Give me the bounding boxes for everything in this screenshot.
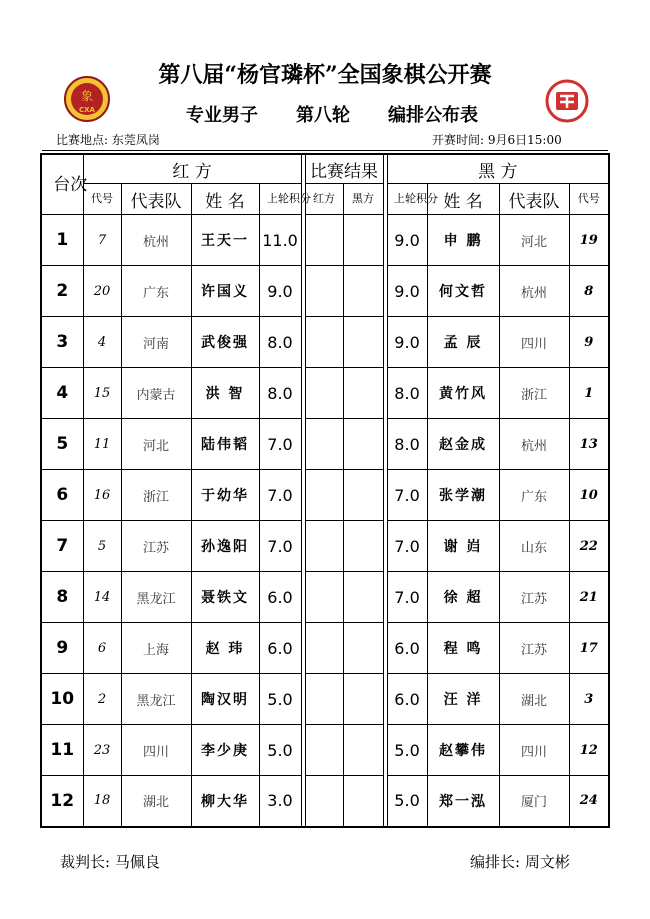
black-player-name: 徐 超 [427, 572, 499, 623]
black-prev-score: 7.0 [387, 470, 427, 521]
black-prev-score: 7.0 [387, 521, 427, 572]
category-label: 专业男子 [186, 105, 258, 126]
result-header: 比赛结果 [305, 154, 383, 184]
black-prev-score: 9.0 [387, 266, 427, 317]
red-prev-score: 9.0 [259, 266, 301, 317]
red-player-code: 2 [83, 674, 121, 725]
black-team: 江苏 [499, 572, 569, 623]
result-black-header: 黑方 [343, 184, 383, 215]
table-row [41, 623, 609, 674]
chief-arranger-label: 编排长: 周文彬 [470, 853, 570, 871]
red-name-header: 姓 名 [191, 184, 259, 215]
black-name-header: 姓 名 [427, 184, 499, 215]
red-player-code: 4 [83, 317, 121, 368]
start-time-label: 开赛时间: 9月6日15:00 [432, 133, 562, 147]
black-team-header: 代表队 [499, 184, 569, 215]
black-player-name: 何文哲 [427, 266, 499, 317]
black-team: 四川 [499, 317, 569, 368]
table-row [41, 776, 609, 827]
red-team: 广东 [121, 266, 191, 317]
result-red-cell [305, 317, 343, 368]
black-prev-score: 5.0 [387, 725, 427, 776]
black-team: 杭州 [499, 266, 569, 317]
seat-number: 9 [41, 623, 83, 674]
result-red-cell [305, 470, 343, 521]
result-black-cell [343, 674, 383, 725]
red-player-name: 柳大华 [191, 776, 259, 827]
page-title: 第八届“杨官璘杯”全国象棋公开赛 [158, 62, 492, 88]
red-team: 黑龙江 [121, 674, 191, 725]
result-black-cell [343, 623, 383, 674]
red-team: 河南 [121, 317, 191, 368]
black-player-name: 赵金成 [427, 419, 499, 470]
red-player-name: 赵 玮 [191, 623, 259, 674]
red-team: 四川 [121, 725, 191, 776]
result-black-cell [343, 215, 383, 266]
result-black-cell [343, 572, 383, 623]
red-team: 江苏 [121, 521, 191, 572]
black-side-header: 黑 方 [387, 154, 609, 184]
pairing-table [40, 153, 610, 828]
black-prev-score: 8.0 [387, 419, 427, 470]
black-player-name: 申 鹏 [427, 215, 499, 266]
black-prev-score: 6.0 [387, 623, 427, 674]
red-player-name: 聂铁文 [191, 572, 259, 623]
red-player-code: 18 [83, 776, 121, 827]
red-team: 河北 [121, 419, 191, 470]
doc-type-label: 编排公布表 [388, 105, 478, 126]
red-team: 黑龙江 [121, 572, 191, 623]
black-player-name: 孟 辰 [427, 317, 499, 368]
black-player-code: 8 [569, 266, 609, 317]
red-player-code: 5 [83, 521, 121, 572]
table-row [41, 470, 609, 521]
red-player-code: 7 [83, 215, 121, 266]
black-player-code: 13 [569, 419, 609, 470]
black-prev-score: 7.0 [387, 572, 427, 623]
red-team-header: 代表队 [121, 184, 191, 215]
black-prev-score: 5.0 [387, 776, 427, 827]
red-prev-score: 8.0 [259, 317, 301, 368]
seat-number: 12 [41, 776, 83, 827]
red-prev-score: 6.0 [259, 572, 301, 623]
result-black-cell [343, 317, 383, 368]
result-black-cell [343, 521, 383, 572]
red-prev-score: 7.0 [259, 419, 301, 470]
svg-text:象: 象 [80, 89, 94, 103]
pairing-table-body [41, 154, 609, 827]
table-row [41, 266, 609, 317]
seat-number: 5 [41, 419, 83, 470]
seat-number: 3 [41, 317, 83, 368]
result-red-cell [305, 776, 343, 827]
red-prev-score: 7.0 [259, 470, 301, 521]
red-team: 内蒙古 [121, 368, 191, 419]
table-row [41, 725, 609, 776]
table-row [41, 572, 609, 623]
black-player-name: 黄竹风 [427, 368, 499, 419]
black-prev-score: 9.0 [387, 317, 427, 368]
black-player-code: 1 [569, 368, 609, 419]
red-prev-score: 3.0 [259, 776, 301, 827]
black-team: 江苏 [499, 623, 569, 674]
black-player-code: 24 [569, 776, 609, 827]
seat-number: 7 [41, 521, 83, 572]
red-score-header: 上轮积分 [259, 184, 301, 215]
black-player-name: 汪 洋 [427, 674, 499, 725]
red-player-name: 孙逸阳 [191, 521, 259, 572]
table-row [41, 368, 609, 419]
red-player-name: 许国义 [191, 266, 259, 317]
seat-number: 6 [41, 470, 83, 521]
black-player-code: 17 [569, 623, 609, 674]
black-player-code: 21 [569, 572, 609, 623]
black-score-header: 上轮积分 [387, 184, 427, 215]
black-player-code: 10 [569, 470, 609, 521]
red-team: 湖北 [121, 776, 191, 827]
seat-number: 4 [41, 368, 83, 419]
result-red-cell [305, 623, 343, 674]
red-team: 浙江 [121, 470, 191, 521]
black-player-code: 9 [569, 317, 609, 368]
black-team: 河北 [499, 215, 569, 266]
table-row [41, 419, 609, 470]
black-team: 广东 [499, 470, 569, 521]
result-red-cell [305, 215, 343, 266]
black-team: 山东 [499, 521, 569, 572]
black-prev-score: 8.0 [387, 368, 427, 419]
red-player-code: 6 [83, 623, 121, 674]
result-black-cell [343, 776, 383, 827]
red-prev-score: 5.0 [259, 725, 301, 776]
red-player-name: 陶汉明 [191, 674, 259, 725]
black-team: 湖北 [499, 674, 569, 725]
red-player-name: 王天一 [191, 215, 259, 266]
result-red-cell [305, 725, 343, 776]
result-red-cell [305, 419, 343, 470]
black-team: 四川 [499, 725, 569, 776]
seat-number: 2 [41, 266, 83, 317]
chief-referee-label: 裁判长: 马佩良 [60, 853, 160, 871]
red-prev-score: 7.0 [259, 521, 301, 572]
result-black-cell [343, 470, 383, 521]
seat-number: 11 [41, 725, 83, 776]
red-player-code: 11 [83, 419, 121, 470]
table-row [41, 317, 609, 368]
red-side-header: 红 方 [83, 154, 301, 184]
black-player-name: 郑一泓 [427, 776, 499, 827]
red-player-name: 陆伟韬 [191, 419, 259, 470]
black-player-code: 3 [569, 674, 609, 725]
black-team: 杭州 [499, 419, 569, 470]
red-player-name: 于幼华 [191, 470, 259, 521]
red-prev-score: 6.0 [259, 623, 301, 674]
red-prev-score: 11.0 [259, 215, 301, 266]
table-subheader-row [41, 184, 609, 215]
result-red-cell [305, 521, 343, 572]
black-team: 厦门 [499, 776, 569, 827]
black-player-name: 赵攀伟 [427, 725, 499, 776]
red-team: 上海 [121, 623, 191, 674]
red-player-name: 洪 智 [191, 368, 259, 419]
result-red-cell [305, 572, 343, 623]
red-player-code: 23 [83, 725, 121, 776]
black-player-name: 程 鸣 [427, 623, 499, 674]
seat-header: 台次 [41, 154, 83, 215]
red-player-code: 16 [83, 470, 121, 521]
black-player-code: 19 [569, 215, 609, 266]
black-player-name: 张学潮 [427, 470, 499, 521]
result-black-cell [343, 266, 383, 317]
venue-label: 比赛地点: 东莞凤岗 [56, 133, 160, 147]
result-red-cell [305, 368, 343, 419]
result-black-cell [343, 368, 383, 419]
red-player-code: 20 [83, 266, 121, 317]
table-header-row [41, 154, 609, 184]
red-team: 杭州 [121, 215, 191, 266]
red-player-name: 武俊强 [191, 317, 259, 368]
table-row [41, 521, 609, 572]
seat-number: 8 [41, 572, 83, 623]
red-prev-score: 8.0 [259, 368, 301, 419]
black-prev-score: 9.0 [387, 215, 427, 266]
red-code-header: 代号 [83, 184, 121, 215]
table-row [41, 674, 609, 725]
result-black-cell [343, 419, 383, 470]
table-row [41, 215, 609, 266]
red-player-code: 15 [83, 368, 121, 419]
black-player-code: 22 [569, 521, 609, 572]
black-team: 浙江 [499, 368, 569, 419]
result-red-cell [305, 674, 343, 725]
round-label: 第八轮 [296, 105, 350, 126]
red-player-name: 李少庚 [191, 725, 259, 776]
header-divider [42, 150, 608, 151]
black-prev-score: 6.0 [387, 674, 427, 725]
red-prev-score: 5.0 [259, 674, 301, 725]
black-player-name: 谢 岿 [427, 521, 499, 572]
svg-text:CXA: CXA [79, 106, 95, 114]
result-black-cell [343, 725, 383, 776]
seat-number: 1 [41, 215, 83, 266]
black-player-code: 12 [569, 725, 609, 776]
seat-number: 10 [41, 674, 83, 725]
red-player-code: 14 [83, 572, 121, 623]
black-code-header: 代号 [569, 184, 609, 215]
result-red-cell [305, 266, 343, 317]
result-red-header: 红方 [305, 184, 343, 215]
